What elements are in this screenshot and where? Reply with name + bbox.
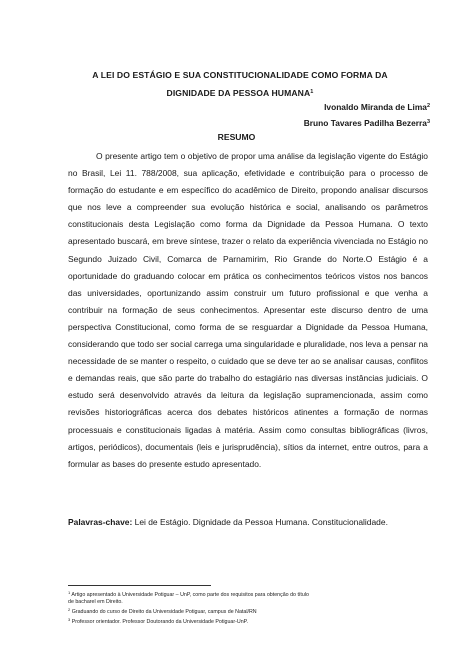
abstract-heading: RESUMO (217, 132, 256, 142)
author-1 (324, 100, 430, 113)
footnote-3 (68, 616, 368, 626)
footnote-1-continued-text: de bacharel em Direito. (68, 599, 123, 605)
footnote-3-mark: 3 (68, 617, 71, 622)
abstract-paragraph: O presente artigo tem o objetivo de propor uma análise da legislação vigente do Estágio no Brasil, Lei 11. 788/2008, sua aplicação, efetividade e contribuição para o processo de formação do estudante e em específico do acadêmico de Direito, propondo analisar discursos que nos leve a compreender sua evolução histórica e social, analisando os parâmetros constitucionais desta Legislação como forma da Dignidade da Pessoa Humana. O texto apresentado buscará, em breve síntese, trazer o relato da experiência vivenciada no Estágio no Segundo Juizado Civil, Comarca de Parnamirim, Rio Grande do Norte.O Estágio é a oportunidade do graduando colocar em prática os conhecimentos teóricos vistos nos bancos das universidades, oportunizando assim construir um futuro profissional e que venha a contribuir na formação de seus conhecimentos. Apresentar este discurso dentro de uma perspectiva Constitucional, como forma de se resguardar a Dignidade da Pessoa Humana, considerando que todo ser social carrega uma singularidade e pluralidade, nos leva a pensar na necessidade de se manter o respeito, o cuidado que se deve ter ao se analisar causas, conflitos e demandas reais, que são parte do trabalho do estagiário nas diversas instâncias judiciais. O estudo será desenvolvido através da leitura da legislação supramencionada, assim como revisões historiográficas acerca dos debates históricos atinentes a formação de normas processuais e constitucionais ligadas à matéria. Assim como consultas bibliográficas (livros, artigos, periódicos), documentais (leis e jurisprudência), sítios da internet, entre outros, para a formular as bases do presente estudo apresentado. (68, 151, 428, 469)
footnote-3-text: Professor orientador. Professor Doutorando da Universidade Potiguar-UnP. (71, 619, 248, 625)
footnote-divider (68, 585, 211, 586)
footnotes (68, 589, 368, 626)
author-2-name: Bruno Tavares Padilha Bezerra (303, 118, 427, 128)
footnote-1-mark: 1 (68, 590, 71, 595)
footnote-2-mark: 2 (68, 607, 71, 612)
footnote-2 (68, 606, 368, 616)
author-2 (304, 116, 430, 129)
footnote-1 (68, 589, 368, 599)
keywords-label: Palavras-chave: (68, 517, 133, 527)
footnote-1-continued (68, 599, 368, 606)
author-1-footnote-mark: 2 (426, 103, 430, 109)
footnote-2-text: Graduando do curso de Direito da Universidade Potiguar, campus de Natal/RN (71, 609, 257, 615)
paper-title-line-1: A LEI DO ESTÁGIO E SUA CONSTITUCIONALIDADE COMO FORMA DA (92, 70, 388, 80)
paper-title (60, 67, 420, 102)
footnote-1-text: Artigo apresentado à Universidade Potiguar – UnP, como parte dos requisitos para obtenção do título (71, 592, 309, 598)
title-footnote-mark: 1 (310, 89, 314, 95)
keywords-line (68, 516, 438, 528)
author-2-footnote-mark: 3 (426, 119, 430, 125)
paper-title-line-2-text: DIGNIDADE DA PESSOA HUMANA (166, 88, 311, 98)
author-1-name: Ivonaldo Miranda de Lima (324, 102, 427, 112)
keywords-text: Lei de Estágio. Dignidade da Pessoa Humana. Constitucionalidade. (134, 517, 388, 527)
